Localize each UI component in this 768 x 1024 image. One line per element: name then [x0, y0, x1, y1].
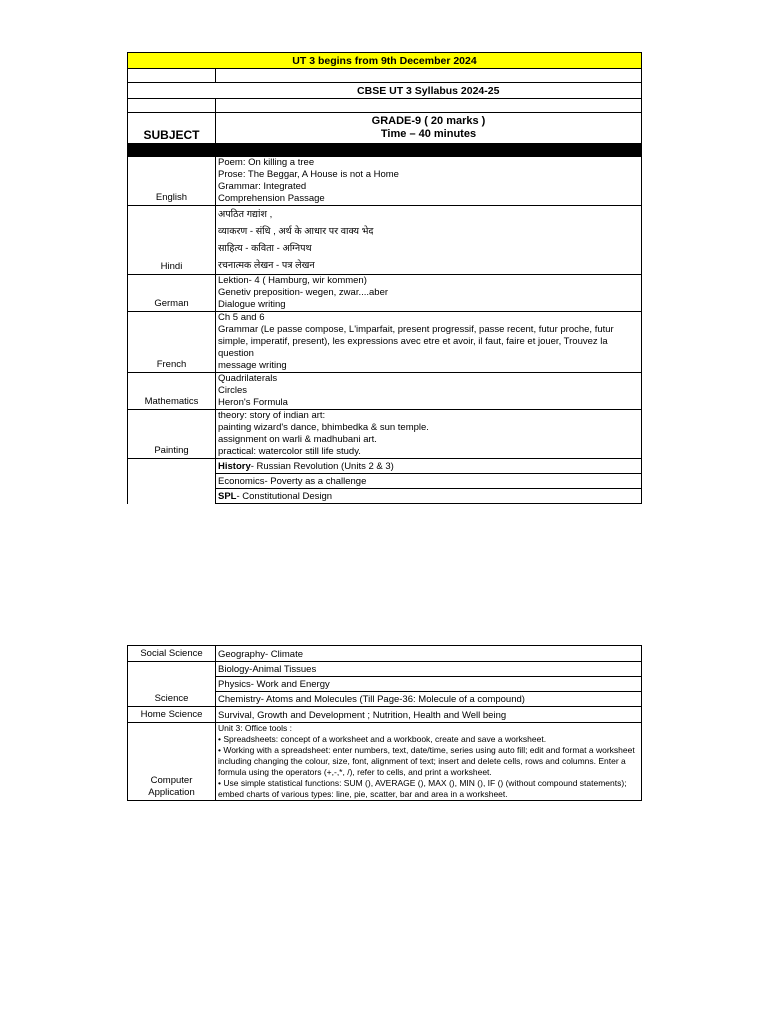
- computer-content: [216, 723, 642, 801]
- subject-header: SUBJECT: [128, 113, 216, 144]
- hindi-row: [128, 206, 642, 275]
- spl-content: [216, 489, 642, 504]
- header-row: [128, 113, 642, 144]
- painting-row: [128, 410, 642, 459]
- french-row: [128, 312, 642, 373]
- computer-line: • Working with a spreadsheet: enter numbers, text, date/time, series using auto fill; edit and format a worksheet including changing the colour, size, font, alignment of text; insert and delete cells, rows and columns. Enter a formula using the operators (+,-,*, /), refer to cells, and print a worksheet.: [218, 745, 635, 777]
- syllabus-title: CBSE UT 3 Syllabus 2024-25: [216, 83, 642, 99]
- hindi-content: [216, 206, 642, 275]
- subject-painting: Painting: [128, 410, 216, 459]
- german-line: Genetiv preposition- wegen, zwar....aber: [218, 287, 389, 298]
- painting-line: theory: story of indian art:: [218, 410, 326, 421]
- time-label: Time – 40 minutes: [380, 128, 477, 140]
- subject-hindi: Hindi: [128, 206, 216, 275]
- history-row: [128, 459, 642, 474]
- subject-mathematics: Mathematics: [128, 373, 216, 410]
- english-line: Poem: On killing a tree: [218, 157, 315, 168]
- hindi-line: अपठित गद्यांश ,: [218, 209, 273, 220]
- history-text: - Russian Revolution (Units 2 & 3): [250, 461, 394, 472]
- math-line: Circles: [218, 385, 248, 396]
- subject-english: English: [128, 157, 216, 206]
- hindi-line: साहित्य - कविता - अग्निपथ: [218, 243, 312, 254]
- math-line: Heron's Formula: [218, 397, 288, 408]
- english-line: Comprehension Passage: [218, 193, 325, 204]
- grade-label: GRADE-9 ( 20 marks ): [371, 115, 486, 127]
- subject-french: French: [128, 312, 216, 373]
- economics-content: Economics- Poverty as a challenge: [216, 474, 642, 489]
- math-line: Quadrilaterals: [218, 373, 278, 384]
- english-content: [216, 157, 642, 206]
- english-line: Grammar: Integrated: [218, 181, 307, 192]
- french-line: Ch 5 and 6: [218, 312, 265, 323]
- banner-text: UT 3 begins from 9th December 2024: [128, 53, 642, 69]
- painting-content: [216, 410, 642, 459]
- subject-german: German: [128, 275, 216, 312]
- painting-line: painting wizard's dance, bhimbedka & sun temple.: [218, 422, 429, 433]
- computer-subject-line: Computer: [150, 775, 193, 786]
- title-row: [128, 83, 642, 99]
- banner-row: [128, 53, 642, 69]
- mathematics-row: [128, 373, 642, 410]
- german-line: Dialogue writing: [218, 299, 286, 310]
- painting-line: practical: watercolor still life study.: [218, 446, 361, 457]
- english-row: [128, 157, 642, 206]
- history-content: [216, 459, 642, 474]
- german-row: [128, 275, 642, 312]
- french-grammar: Grammar (Le passe compose, L'imparfait, present progressif, passe recent, futur proche, futur simple, imperatif, present), les expressions avec etre et avoir, il faut, faire et jouer, Trouvez la question: [218, 324, 614, 359]
- separator-bar: [128, 144, 642, 157]
- syllabus-table-page1: [127, 52, 642, 504]
- subject-social-science: Social Science: [128, 646, 216, 662]
- syllabus-table-page2: [127, 645, 642, 801]
- subject-science: Science: [128, 662, 216, 707]
- biology-row: [128, 662, 642, 677]
- empty-row: [128, 69, 642, 83]
- empty-row: [128, 99, 642, 113]
- computer-line: • Spreadsheets: concept of a worksheet and a workbook, create and save a worksheet.: [218, 734, 547, 744]
- painting-line: assignment on warli & madhubani art.: [218, 434, 377, 445]
- subject-home-science: Home Science: [128, 707, 216, 723]
- hindi-line: व्याकरण - संधि , अर्थ के आधार पर वाक्य भेद: [218, 226, 374, 237]
- history-label: History: [218, 461, 251, 472]
- computer-line: • Use simple statistical functions: SUM (), AVERAGE (), MAX (), MIN (), IF () (without compound statements); embed charts of various types: line, pie, scatter, bar and area in a worksheet.: [218, 778, 627, 799]
- physics-content: Physics- Work and Energy: [216, 677, 642, 692]
- french-content: [216, 312, 642, 373]
- home-science-content: Survival, Growth and Development ; Nutrition, Health and Well being: [216, 707, 642, 723]
- german-line: Lektion- 4 ( Hamburg, wir kommen): [218, 275, 367, 286]
- biology-content: Biology-Animal Tissues: [216, 662, 642, 677]
- spl-label: SPL: [218, 491, 237, 502]
- chemistry-content: Chemistry- Atoms and Molecules (Till Page-36: Molecule of a compound): [216, 692, 642, 707]
- computer-line: Unit 3: Office tools :: [218, 723, 293, 733]
- computer-row: [128, 723, 642, 801]
- grade-header: [216, 113, 642, 144]
- geography-content: Geography- Climate: [216, 646, 642, 662]
- mathematics-content: [216, 373, 642, 410]
- german-content: [216, 275, 642, 312]
- computer-subject-line: Application: [148, 787, 195, 798]
- english-line: Prose: The Beggar, A House is not a Home: [218, 169, 399, 180]
- spl-text: - Constitutional Design: [236, 491, 333, 502]
- subject-computer: [128, 723, 216, 801]
- hindi-line: रचनात्मक लेखन - पत्र लेखन: [218, 260, 315, 271]
- french-line: message writing: [218, 360, 287, 371]
- home-science-row: [128, 707, 642, 723]
- social-science-row: [128, 646, 642, 662]
